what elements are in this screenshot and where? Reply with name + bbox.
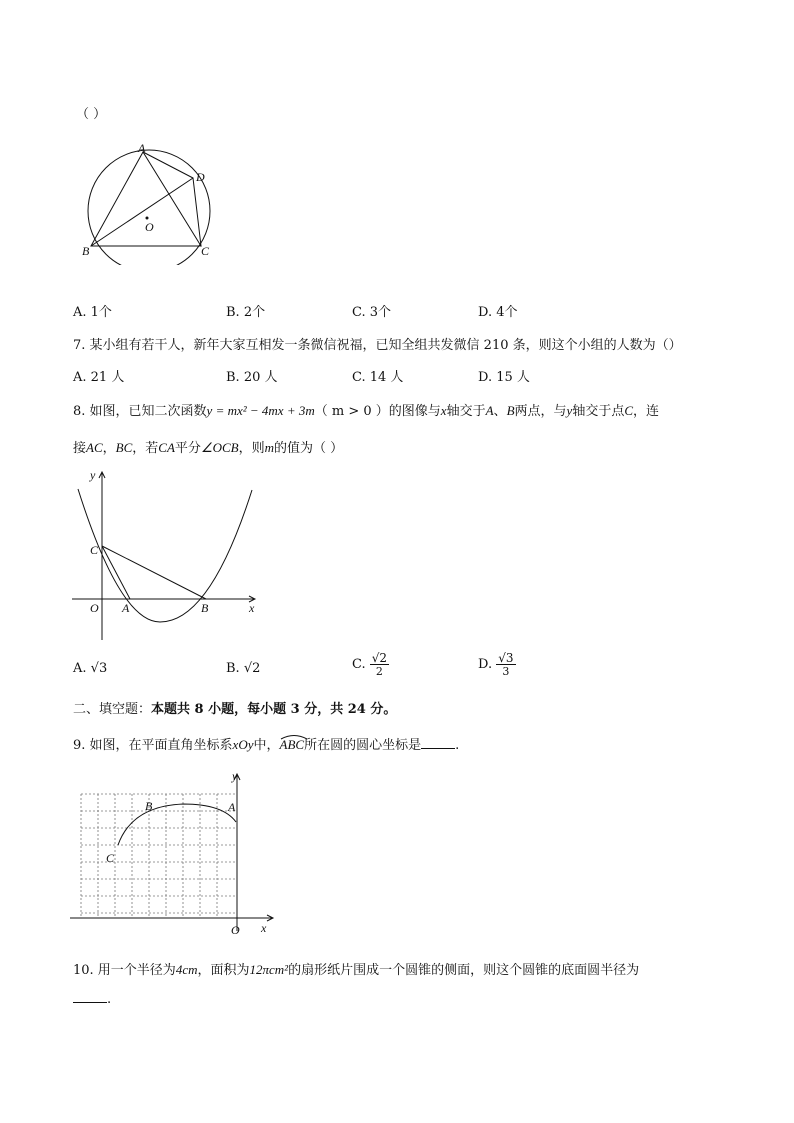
q9-label-C: C — [106, 851, 115, 865]
q8-line1: 8. 如图，已知二次函数y = mx² − 4mx + 3m（ m > 0 ）的图像与x轴交于A、B两点，与y轴交于点C，连 — [73, 403, 660, 419]
q8-option-a: A. √3 — [73, 661, 108, 676]
q8-option-d: D. $\frac{√3}{3}$ — [478, 651, 514, 678]
q7-option-a: A. 21 人 — [73, 370, 125, 385]
q9-label-y: y — [232, 769, 238, 783]
q8-option-c: C. $\frac{√2}{2}$ — [352, 651, 388, 678]
q6-label-A: A — [138, 141, 146, 155]
q10-text: 10. 用一个半径为4cm，面积为12πcm²的扇形纸片围成一个圆锥的侧面，则这个圆锥的底面圆半径为 — [73, 962, 640, 978]
q9-label-B: B — [145, 799, 153, 813]
q7-option-c: C. 14 人 — [352, 370, 404, 385]
q7-option-b: B. 20 人 — [226, 370, 278, 385]
q9-grid-figure — [68, 766, 278, 941]
q9-answer-blank[interactable] — [421, 738, 455, 749]
q6-option-b: B. 2个 — [226, 305, 266, 320]
q6-label-B: B — [82, 244, 90, 258]
q8-label-O: O — [90, 601, 99, 615]
q7-option-d: D. 15 人 — [478, 370, 530, 385]
q8-label-y: y — [90, 468, 96, 482]
q8-line2: 接AC，BC，若CA平分∠OCB，则m的值为（ ） — [73, 440, 344, 456]
q8-option-b: B. √2 — [226, 661, 261, 676]
q10-answer-blank[interactable] — [73, 992, 107, 1003]
q8-label-B: B — [201, 601, 209, 615]
q9-label-x: x — [261, 921, 267, 935]
q6-option-c: C. 3个 — [352, 305, 392, 320]
q6-option-a: A. 1个 — [73, 305, 112, 320]
q9-text: 9. 如图，在平面直角坐标系xOy中， ABC所在圆的圆心坐标是 . — [73, 734, 459, 753]
q6-circle-figure — [78, 140, 228, 265]
q9-label-O: O — [231, 923, 240, 937]
q6-option-d: D. 4个 — [478, 305, 518, 320]
q8-parabola-figure — [70, 462, 270, 647]
q6-label-D: D — [196, 170, 205, 184]
q8-angle: ∠OCB — [200, 440, 239, 455]
q8-label-A: A — [122, 601, 130, 615]
q9-label-A: A — [228, 800, 236, 814]
q8-label-C: C — [90, 543, 99, 557]
arc-symbol — [280, 734, 308, 740]
q7-text: 7. 某小组有若干人，新年大家互相发一条微信祝福，已知全组共发微信 210 条，则这个小组的人数为（） — [73, 338, 682, 353]
q6-label-O: O — [145, 220, 154, 234]
q8-formula: y = mx² − 4mx + 3m — [206, 403, 315, 418]
section2-heading: 二、填空题：本题共 8 小题，每小题 3 分，共 24 分。 — [73, 702, 397, 717]
q6-paren: （ ） — [76, 107, 107, 122]
q10-answer-line: . — [73, 992, 111, 1007]
q8-label-x: x — [249, 601, 255, 615]
q6-label-C: C — [201, 244, 210, 258]
